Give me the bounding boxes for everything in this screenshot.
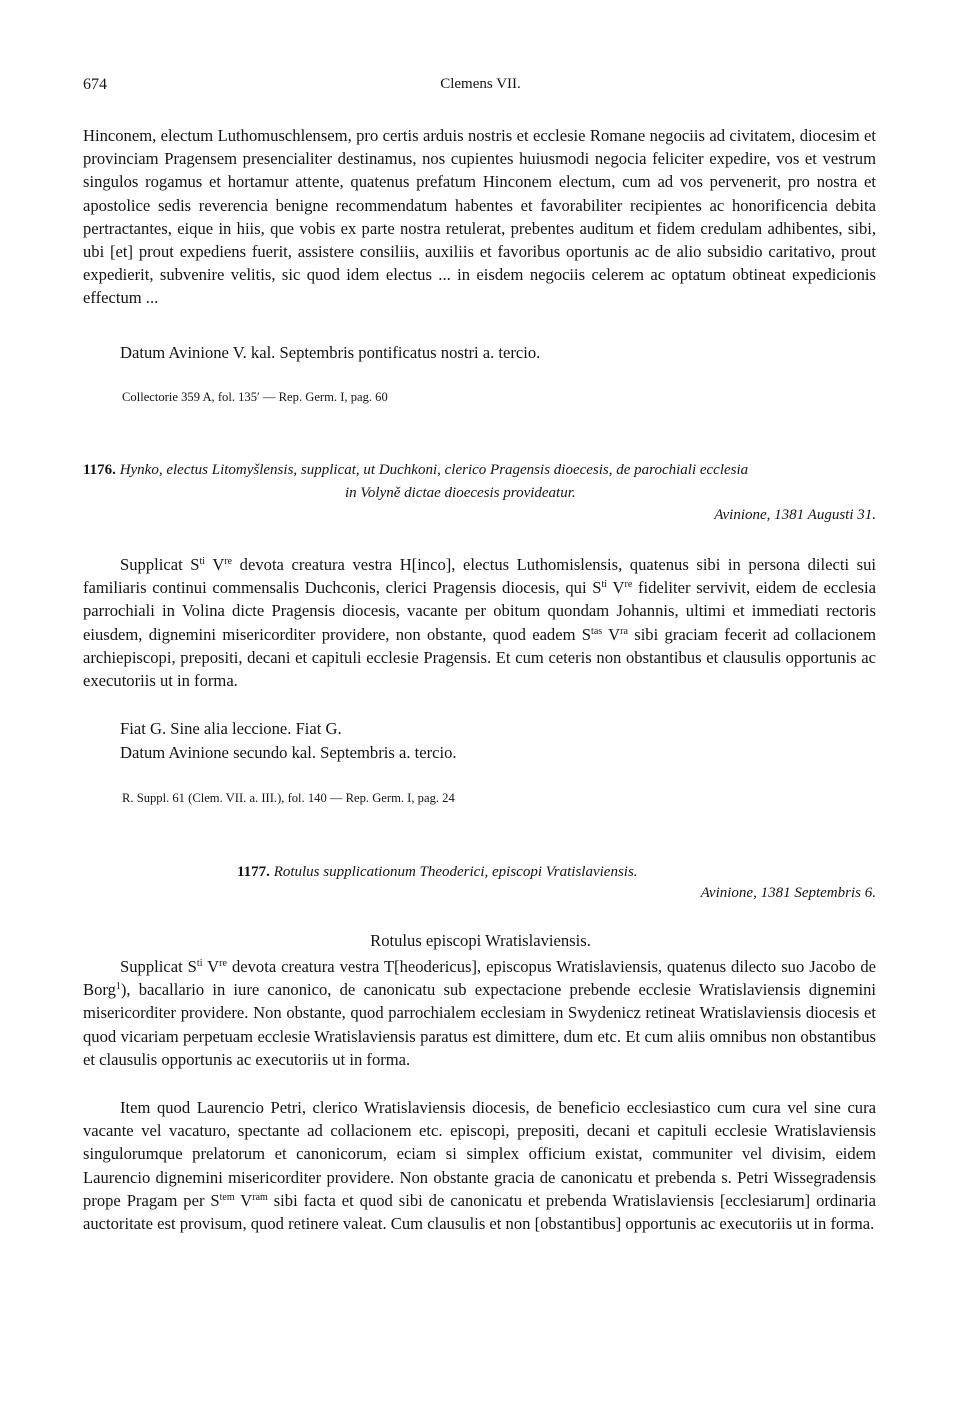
doc-1176-place-date: Avinione, 1381 Augusti 31. <box>714 507 876 523</box>
doc-1175-source: Collectorie 359 A, fol. 135′ — Rep. Germ. I, pag. 60 <box>122 390 388 404</box>
doc-1176-number: 1176. <box>83 462 116 478</box>
doc-1176-body: Supplicat $S^{ti}$ Vre devota creatura vestra H[inco], electus Luthomislensis, quatenus sibi in persona dilecti sui familiaris continui commensalis Duchconis, clerici Pragensis diocesis, qui $S^{ti}$ Vre fideliter servivit, eidem de ecclesia parrochiali in Volina dicte Pragensis diocesis, vacante per obitum quondam Johannis, ultimi et immediati rectoris eiusdem, dignemini misericorditer providere, non obstante, quod eadem $S^{tas}$ $V^{ra}$ sibi graciam fecerit ad collacionem archiepiscopi, prepositi, decani et capituli ecclesie Pragensis. Et cum ceteris non obstantibus et clausulis opportunis ac executoriis ut in forma. <box>83 555 876 691</box>
doc-1176-dated: Datum Avinione secundo kal. Septembris a. tercio. <box>120 743 457 762</box>
doc-1176-rubric-line1: Hynko, electus Litomyšlensis, supplicat, ut Duchkoni, clerico Pragensis dioecesis, de parochiali ecclesia <box>119 462 749 478</box>
doc-1176-source: R. Suppl. 61 (Clem. VII. a. III.), fol. 140 — Rep. Germ. I, pag. 24 <box>122 791 455 805</box>
doc-1175-dated: Datum Avinione V. kal. Septembris pontificatus nostri a. tercio. <box>120 343 541 362</box>
doc-1176-rubric <box>83 459 748 481</box>
doc-1177-title: Rotulus episcopi Wratislaviensis. <box>370 931 591 950</box>
doc-1177-rubric <box>237 861 638 883</box>
doc-1175-body: Hinconem, electum Luthomuschlensem, pro certis arduis nostris et ecclesie Romane negociis ad civitatem, diocesim et provinciam Pragensem presencialiter destinamus, nos cupientes huiusmodi negocia feliciter expedire, vos et vestrum singulos rogamus et hortamur attente, quatenus prefatum Hinconem electum, cum ad vos pervenerit, pro nostra et apostolice sedis reverencia benigne recommendatum habentes et favorabiliter recipientes ac honorificencia debita pertractantes, eique in hiis, que vobis ex parte nostra retulerat, prebentes auditum et fidem credulam adhibentes, sibi, ubi [et] prout expediens fuerit, assistere consiliis, auxiliis et favoribus oportunis ac de alio subsidio caritativo, prout expedierit, subvenire velitis, sic quod idem electus ... in eisdem negociis celerem ac optatum obtineat expedicionis effectum ... <box>83 126 876 308</box>
doc-1177-number: 1177. <box>237 864 270 880</box>
doc-1177-rubric-text: Rotulus supplicationum Theoderici, episcopi Vratislaviensis. <box>273 864 638 880</box>
page-number: 674 <box>83 76 107 93</box>
running-title: Clemens VII. <box>440 76 521 92</box>
doc-1177-place-date: Avinione, 1381 Septembris 6. <box>700 885 876 901</box>
page-header <box>83 76 878 98</box>
doc-1176-fiat: Fiat G. Sine alia leccione. Fiat G. <box>120 719 342 738</box>
doc-1176-rubric-line2: in Volyně dictae dioecesis provideatur. <box>345 485 576 501</box>
doc-1177-para2: Item quod Laurencio Petri, clerico Wratislaviensis diocesis, de beneficio ecclesiastico cum cura vel sine cura vacante vel vacaturo, spectante ad collacionem etc. episcopi, prepositi, decani et capituli ecclesie Wratislaviensis singulorumque prelatorum et canonicorum, eciam si simplex officium existat, communiter vel divisim, eidem Laurencio dignemini misericorditer providere. Non obstante gracia de canonicatu et prebenda s. Petri Wissegradensis prope Pragam per $S^{tem}$ $V^{ram}$ sibi facta et quod sibi de canonicatu et prebenda Wratislaviensis [ecclesiarum] ordinaria auctoritate est provisum, quod retinere valeat. Cum clausulis et non [obstantibus] opportunis ac executoriis ut in forma. <box>83 1098 876 1234</box>
doc-1177-para1: Supplicat $S^{ti}$ Vre devota creatura vestra T[heodericus], episcopus Wratislaviensis, quatenus dilecto suo Jacobo de Borg$^1$), bacallario in iure canonico, de canonicatu sub expectacione prebende ecclesie Wratislaviensis dignemini misericorditer providere. Non obstante, quod parrochialem ecclesiam in Swydenicz retineat Wratislaviensis diocesis et quod vicariam perpetuam ecclesie Wratislaviensis paratus est dimittere, dum etc. Et cum aliis omnibus non obstantibus et clausulis opportunis ac executoriis ut in forma. <box>83 957 876 1069</box>
